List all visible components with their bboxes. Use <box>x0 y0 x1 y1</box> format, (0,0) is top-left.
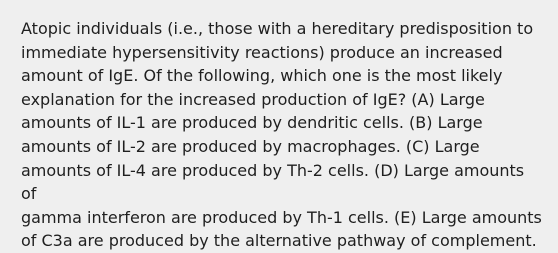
question-text: Atopic individuals (i.e., those with a hereditary predisposition to immediate hypersensitivity reactions) produce an increased amount of IgE. Of the following, which one is the most likely explanation for the increased production of IgE? (A) Large amounts of IL-1 are produced by dendritic cells. (B) Large amounts of IL-2 are produced by macrophages. (C) Large amounts of IL-4 are produced by Th-2 cells. (D) Large amounts of gamma interferon are produced by Th-1 cells. (E) Large amounts of C3a are produced by the alternative pathway of complement. <box>21 19 542 251</box>
